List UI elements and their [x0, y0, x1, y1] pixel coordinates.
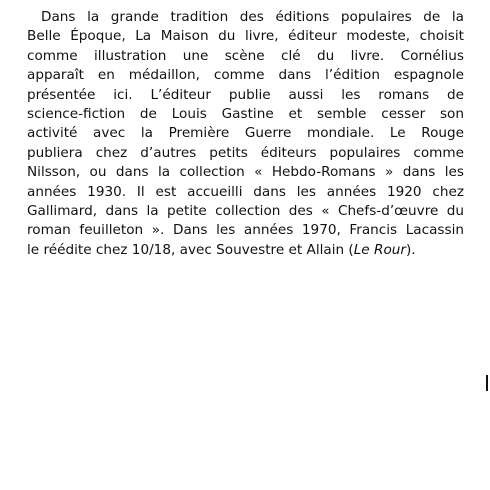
- text-line: présentée ici. L’éditeur publie aussi les romans de: [27, 86, 464, 103]
- text-line: années 1930. Il est accueilli dans les années 1920 chez: [27, 183, 464, 200]
- text-line: apparaît en médaillon, comme dans l’édition espagnole: [27, 67, 464, 84]
- last-line-prefix: le réédite chez 10/18, avec Souvestre et Allain (: [27, 241, 354, 258]
- text-line: Dans la grande tradition des éditions populaires de la: [41, 9, 464, 25]
- text-line: science-fiction de Louis Gastine et semble cesser son: [27, 105, 464, 122]
- text-line: publiera chez d’autres petits éditeurs populaires comme: [27, 144, 464, 161]
- last-line-suffix: ).: [405, 241, 416, 258]
- body-paragraph: [27, 8, 464, 260]
- text-line: activité avec la Première Guerre mondiale. Le Rouge: [27, 125, 464, 142]
- text-line: Belle Époque, La Maison du livre, éditeur modeste, choisit: [27, 28, 464, 45]
- text-line: comme illustration une scène clé du livre. Cornélius: [27, 47, 464, 64]
- text-line: roman feuilleton ». Dans les années 1970, Francis Lacassin: [27, 222, 464, 239]
- italic-title: Le Rour: [353, 241, 406, 258]
- text-line: Nilsson, ou dans la collection « Hebdo-Romans » dans les: [27, 164, 464, 181]
- text-line: Gallimard, dans la petite collection des « Chefs-d’œuvre du: [27, 202, 464, 219]
- edge-mark: [486, 375, 488, 391]
- text-line-last: [27, 241, 464, 260]
